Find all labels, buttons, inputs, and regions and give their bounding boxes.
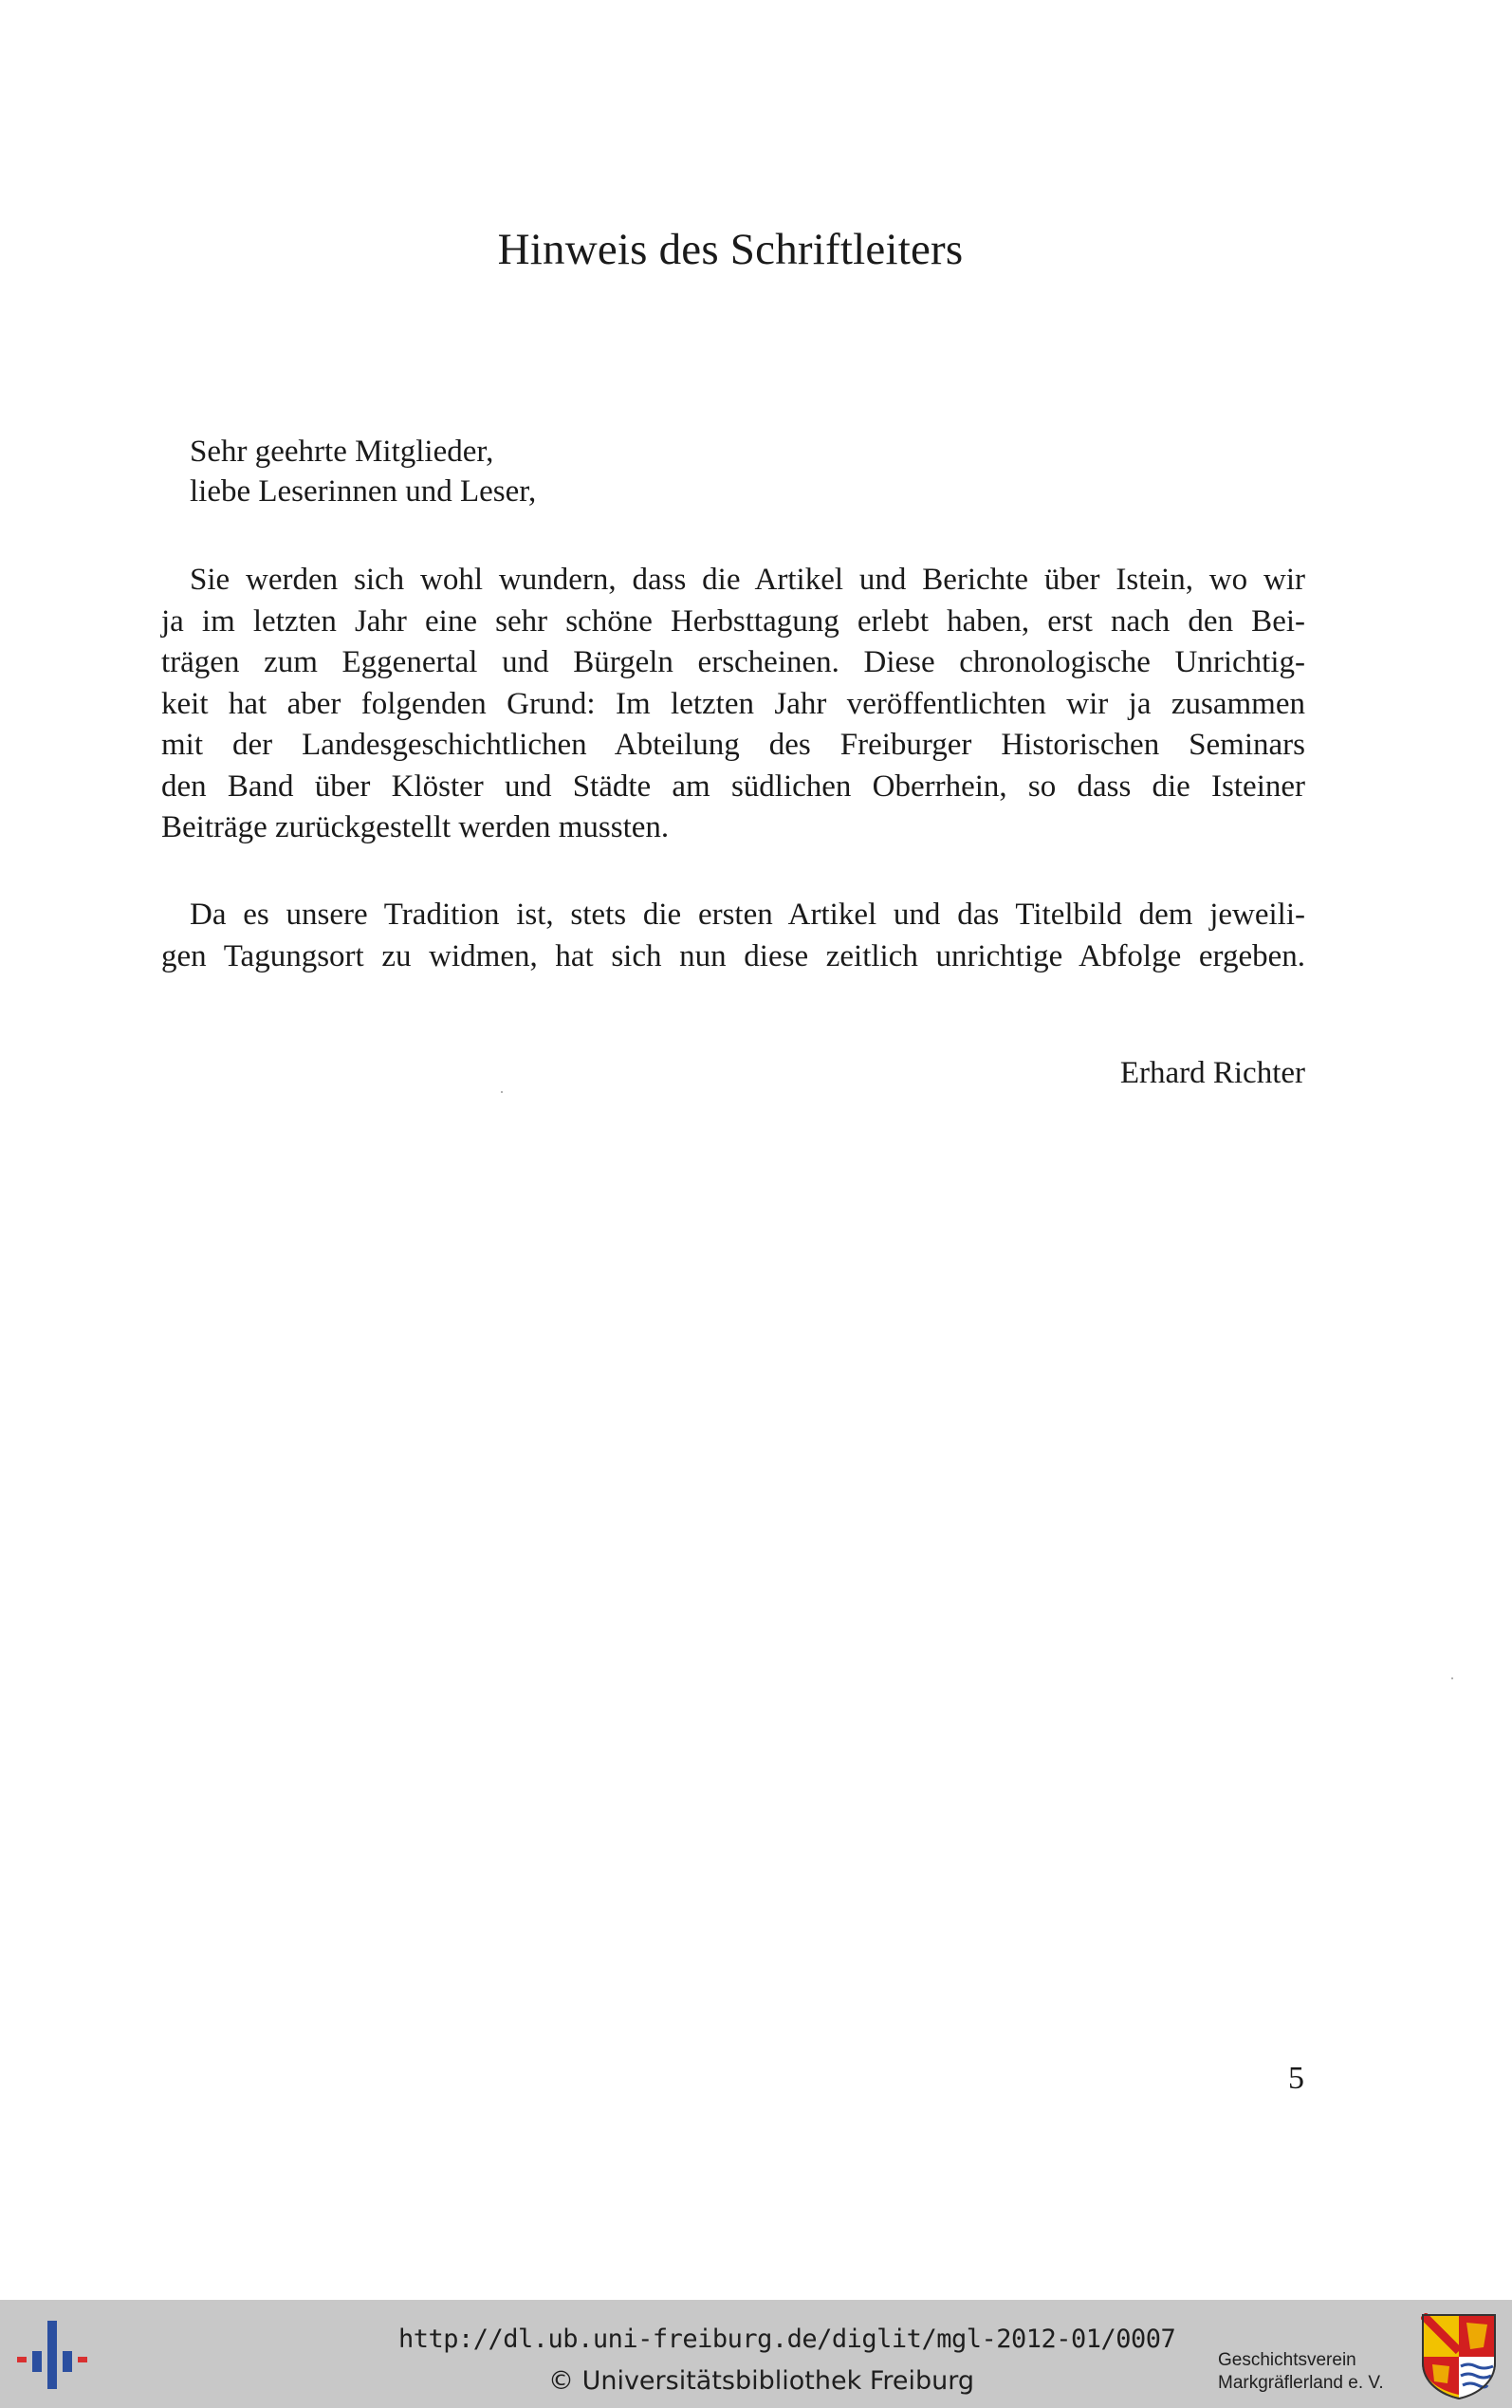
text-line: den Band über Klöster und Städte am südlichen Oberrhein, so dass die Isteiner (161, 769, 1305, 804)
footer-bar (0, 2300, 1512, 2408)
society-name-line: Markgräflerland e. V. (1218, 2373, 1384, 2393)
scan-speck (501, 1091, 503, 1093)
text-line: Sie werden sich wohl wundern, dass die Artikel und Berichte über Istein, wo wir (190, 563, 1305, 597)
text-line: Beiträge zurückgestellt werden mussten. (161, 810, 670, 844)
text-line: keit hat aber folgenden Grund: Im letzten Jahr veröffentlichten wir ja zusammen (161, 686, 1305, 721)
copyright-text: © Universitätsbibliothek Freiburg (548, 2366, 975, 2396)
digital-library-logo-icon[interactable] (17, 2321, 99, 2389)
text-line: gen Tagungsort zu widmen, hat sich nun diese zeitlich unrichtige Abfolge ergeben. (161, 938, 1305, 973)
page-number: 5 (1288, 2061, 1304, 2096)
text-line: trägen zum Eggenertal und Bürgeln erscheinen. Diese chronologische Unrichtig- (161, 645, 1305, 679)
society-name (1218, 2349, 1384, 2395)
permalink-url[interactable]: http://dl.ub.uni-freiburg.de/diglit/mgl-2012-01/0007 (398, 2325, 1176, 2354)
text-line: mit der Landesgeschichtlichen Abteilung des Freiburger Historischen Seminars (161, 728, 1305, 762)
society-name-line: Geschichtsverein (1218, 2350, 1356, 2370)
text-line: ja im letzten Jahr eine sehr schöne Herbsttagung erlebt haben, erst nach den Bei- (161, 603, 1305, 639)
body-paragraph (161, 560, 1305, 849)
page-title: Hinweis des Schriftleiters (497, 225, 964, 274)
society-coat-of-arms-icon[interactable] (1421, 2313, 1497, 2400)
salutation-line: Sehr geehrte Mitglieder, (190, 435, 494, 469)
body-paragraph (161, 895, 1305, 977)
signature: Erhard Richter (1119, 1056, 1305, 1090)
scan-speck (1451, 1677, 1453, 1679)
text-line: Da es unsere Tradition ist, stets die ersten Artikel und das Titelbild dem jeweili- (190, 898, 1305, 932)
salutation (190, 432, 536, 511)
salutation-line: liebe Leserinnen und Leser, (190, 474, 537, 509)
